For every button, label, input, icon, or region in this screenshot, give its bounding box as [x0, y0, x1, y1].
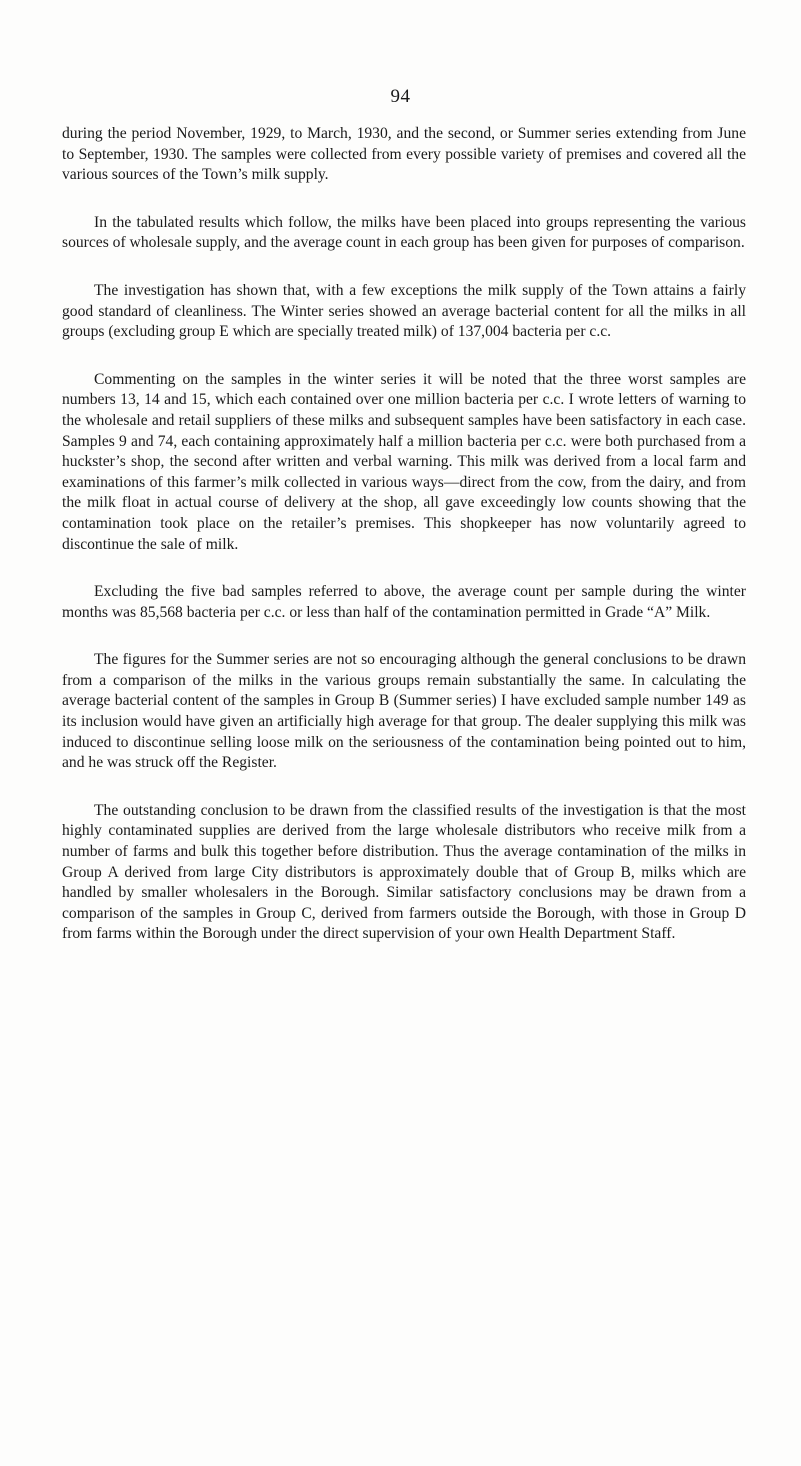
page-number: 94 — [390, 86, 411, 107]
paragraph-worst-samples: Commenting on the samples in the winter series it will be noted that the three worst samples are numbers 13, 14 and 15, which each contained over one million bacteria per c.c. I wrote letters of warning to the wholesale and retail suppliers of these milks and subsequent samples have been satisfactory in each case. Samples 9 and 74, each containing approximately half a million bacteria per c.c. were both purchased from a huckster’s shop, the second after written and verbal warning. This milk was derived from a local farm and examinations of this farmer’s milk collected in various ways—direct from the cow, from the dairy, and from the milk float in actual course of delivery at the shop, all gave exceedingly low counts showing that the contamination took place on the retailer’s premises. This shopkeeper has now voluntarily agreed to discontinue the sale of milk. — [62, 370, 746, 553]
paragraph-grouping: In the tabulated results which follow, the milks have been placed into groups representing the various sources of wholesale supply, and the average count in each group has been given for purposes of comparison. — [62, 213, 746, 252]
paragraph-excluding-bad-samples: Excluding the five bad samples referred to above, the average count per sample during the winter months was 85,568 bacteria per c.c. or less than half of the contamination permitted in Grade “A” Milk. — [62, 583, 746, 621]
paragraph-summer-series: The figures for the Summer series are not so encouraging although the general conclusions to be drawn from a comparison of the milks in the various groups remain substantially the same. In calculating the average bacterial content of the samples in Group B (Summer series) I have excluded sample number 149 as its inclusion would have given an artificially high average for that group. The dealer supplying this milk was induced to discontinue selling loose milk on the seriousness of the contamination being pointed out to him, and he was struck off the Register. — [62, 651, 746, 772]
paragraph-sampling-series: during the period November, 1929, to March, 1930, and the second, or Summer series extending from June to September, 1930. The samples were collected from every possible variety of premises and covered all the various sources of the Town’s milk supply. — [62, 125, 746, 184]
report-body — [62, 124, 746, 972]
paragraph-winter-average: The investigation has shown that, with a few exceptions the milk supply of the Town attains a fairly good standard of cleanliness. The Winter series showed an average bacterial content for all the milks in all groups (excluding group E which are specially treated milk) of 137,004 bacteria per c.c. — [62, 281, 746, 341]
paragraph-conclusion: The outstanding conclusion to be drawn from the classified results of the investigation is that the most highly contaminated supplies are derived from the large wholesale distributors who receive milk from a number of farms and bulk this together before distribution. Thus the average contamination of the milks in Group A derived from large City distributors is approximately double that of Group B, milks which are handled by smaller wholesalers in the Borough. Similar satisfactory conclusions may be drawn from a comparison of the samples in Group C, derived from farmers outside the Borough, with those in Group D from farms within the Borough under the direct supervision of your own Health Department Staff. — [62, 801, 746, 943]
